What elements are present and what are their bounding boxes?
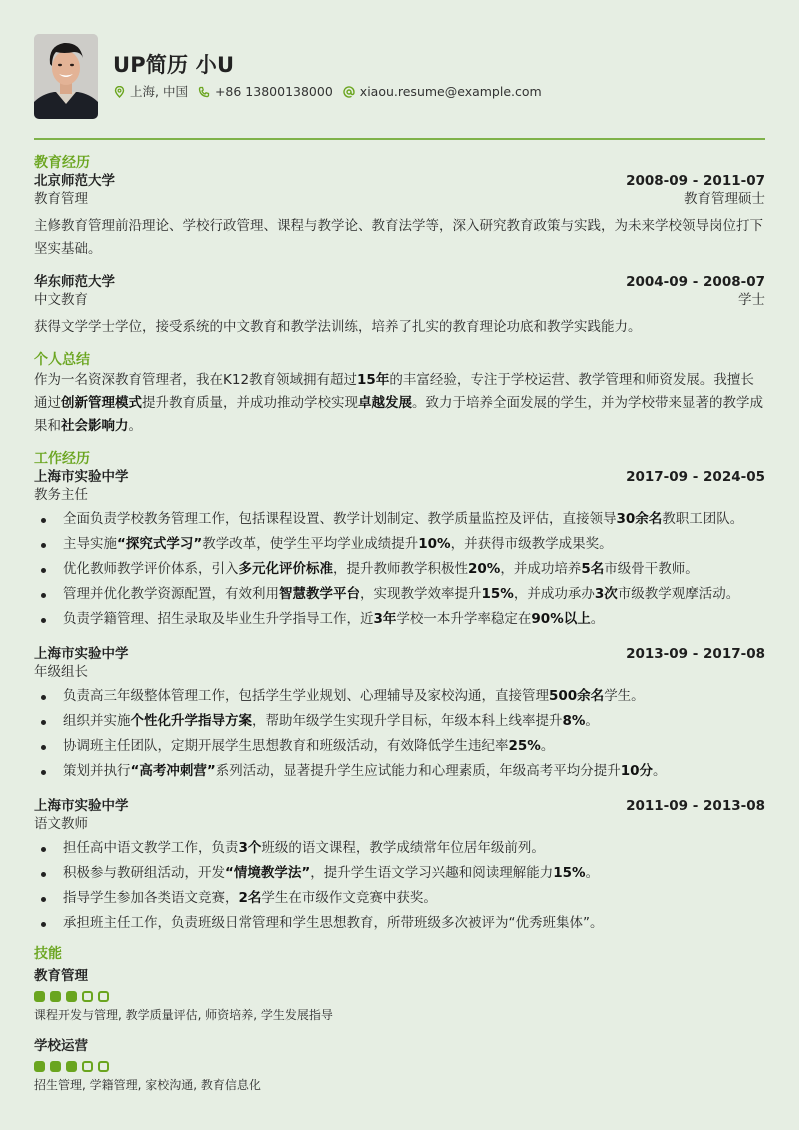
work-entry bbox=[34, 797, 765, 933]
phone-icon bbox=[198, 86, 210, 98]
section-title-skills: 技能 bbox=[34, 946, 62, 962]
achievement-highlight: 2名 bbox=[238, 890, 262, 906]
skill-level-dot bbox=[82, 991, 93, 1002]
work-date: 2011-09 - 2013-08 bbox=[626, 798, 765, 814]
skill-description: 课程开发与管理, 教学质量评估, 师资培养, 学生发展指导 bbox=[34, 1008, 333, 1022]
skill-name: 学校运营 bbox=[34, 1038, 88, 1054]
summary-part: 作为一名资深教育管理者，我在K12教育领域拥有超过 bbox=[34, 372, 358, 388]
achievement-item bbox=[34, 687, 754, 706]
contact-email bbox=[343, 84, 542, 100]
achievement-text: 担任高中语文教学工作，负责 bbox=[63, 840, 239, 856]
skill-level-dot bbox=[66, 991, 77, 1002]
achievement-item bbox=[34, 510, 754, 529]
achievement-text: 学生。 bbox=[604, 688, 645, 704]
skills-section bbox=[34, 945, 765, 1093]
header-divider bbox=[34, 138, 765, 140]
achievement-highlight: 个性化升学指导方案 bbox=[130, 713, 252, 729]
school-name: 华东师范大学 bbox=[34, 274, 115, 290]
achievement-highlight: 智慧教学平台 bbox=[279, 586, 360, 602]
summary-part: 提升教育质量，并成功推动学校实现 bbox=[142, 395, 358, 411]
work-list bbox=[34, 468, 765, 933]
skill-level-dot bbox=[50, 991, 61, 1002]
achievement-item bbox=[34, 864, 754, 883]
contact-location bbox=[113, 84, 188, 100]
achievement-text: 主导实施 bbox=[63, 536, 117, 552]
contact-row bbox=[113, 84, 552, 100]
achievement-highlight: 3个 bbox=[238, 840, 262, 856]
skill-level-dot bbox=[82, 1061, 93, 1072]
achievement-text: 。 bbox=[540, 738, 555, 754]
summary-part: 的丰富经验，专注于学校运营、教学管理和师资发展。我擅长通过 bbox=[34, 372, 754, 411]
at-sign-icon bbox=[343, 86, 355, 98]
achievement-text: 学校一本升学率稳定在 bbox=[396, 611, 532, 627]
achievement-highlight: 90%以上 bbox=[531, 611, 591, 627]
company-name: 上海市实验中学 bbox=[34, 646, 129, 662]
skill-level-dot bbox=[50, 1061, 61, 1072]
achievement-item bbox=[34, 712, 754, 731]
achievement-text: 承担班主任工作，负责班级日常管理和学生思想教育，所带班级多次被评为“优秀班集体”。 bbox=[63, 915, 604, 931]
achievement-highlight: 500余名 bbox=[549, 688, 605, 704]
skill-level-dot bbox=[98, 991, 109, 1002]
achievement-text: ，实现教学效率提升 bbox=[360, 586, 482, 602]
degree: 教育管理硕士 bbox=[684, 191, 765, 207]
work-entry bbox=[34, 468, 765, 629]
achievement-highlight: 3次 bbox=[594, 586, 618, 602]
achievement-text: ，并获得市级教学成果奖。 bbox=[450, 536, 613, 552]
skill-rating bbox=[34, 991, 765, 1002]
summary-highlight: 卓越发展 bbox=[358, 395, 412, 411]
education-entry bbox=[34, 172, 765, 261]
achievement-text: 指导学生参加各类语文竞赛， bbox=[63, 890, 239, 906]
skill-rating bbox=[34, 1061, 765, 1072]
achievement-text: 管理并优化教学资源配置，有效利用 bbox=[63, 586, 279, 602]
achievement-text: 组织并实施 bbox=[63, 713, 131, 729]
resume-header bbox=[34, 34, 765, 120]
achievement-highlight: 25% bbox=[508, 738, 541, 754]
achievement-text: 优化教师教学评价体系，引入 bbox=[63, 561, 239, 577]
achievement-text: 市级骨干教师。 bbox=[604, 561, 699, 577]
achievement-highlight: 20% bbox=[468, 561, 501, 577]
achievement-highlight: 10% bbox=[418, 536, 451, 552]
major: 中文教育 bbox=[34, 292, 88, 308]
achievement-list bbox=[34, 510, 765, 629]
achievement-text: 班级的语文课程，教学成绩常年位居年级前列。 bbox=[261, 840, 545, 856]
education-entry bbox=[34, 273, 765, 339]
education-date: 2008-09 - 2011-07 bbox=[626, 173, 765, 189]
achievement-highlight: 15% bbox=[553, 865, 586, 881]
achievement-item bbox=[34, 535, 754, 554]
achievement-text: 协调班主任团队，定期开展学生思想教育和班级活动，有效降低学生违纪率 bbox=[63, 738, 509, 754]
achievement-text: ，并成功承办 bbox=[513, 586, 595, 602]
skill-level-dot bbox=[98, 1061, 109, 1072]
achievement-highlight: 3年 bbox=[373, 611, 397, 627]
achievement-highlight: “高考冲刺营” bbox=[130, 763, 216, 779]
skill-level-dot bbox=[34, 991, 45, 1002]
job-role: 语文教师 bbox=[34, 816, 88, 832]
company-name: 上海市实验中学 bbox=[34, 798, 129, 814]
achievement-text: 教学改革，使学生平均学业成绩提升 bbox=[202, 536, 419, 552]
summary-highlight: 15年 bbox=[357, 372, 390, 388]
skill-name: 教育管理 bbox=[34, 968, 88, 984]
location-text: 上海, 中国 bbox=[130, 84, 188, 99]
job-role: 教务主任 bbox=[34, 487, 88, 503]
achievement-highlight: 8% bbox=[562, 713, 586, 729]
achievement-text: ，提升学生语文学习兴趣和阅读理解能力 bbox=[310, 865, 554, 881]
work-section bbox=[34, 450, 765, 933]
candidate-name: UP简历 小U bbox=[113, 53, 235, 77]
achievement-highlight: “情境教学法” bbox=[225, 865, 311, 881]
work-entry bbox=[34, 645, 765, 781]
achievement-text: ，并成功培养 bbox=[500, 561, 582, 577]
section-title-education: 教育经历 bbox=[34, 155, 90, 171]
summary-highlight: 社会影响力 bbox=[61, 418, 129, 434]
education-date: 2004-09 - 2008-07 bbox=[626, 274, 765, 290]
achievement-text: 。 bbox=[653, 763, 667, 779]
achievement-item bbox=[34, 762, 754, 781]
company-name: 上海市实验中学 bbox=[34, 469, 129, 485]
achievement-text: 学生在市级作文竞赛中获奖。 bbox=[261, 890, 437, 906]
achievement-highlight: 15% bbox=[481, 586, 514, 602]
achievement-text: 市级教学观摩活动。 bbox=[617, 586, 740, 602]
achievement-text: 全面负责学校教务管理工作，包括课程设置、教学计划制定、教学质量监控及评估，直接领导 bbox=[63, 511, 617, 527]
achievement-text: 积极参与教研组活动，开发 bbox=[63, 865, 225, 881]
summary-part: 。 bbox=[128, 418, 142, 434]
achievement-text: 。 bbox=[585, 865, 600, 881]
skill-level-dot bbox=[66, 1061, 77, 1072]
achievement-text: 系列活动，显著提升学生应试能力和心理素质，年级高考平均分提升 bbox=[215, 763, 621, 779]
major: 教育管理 bbox=[34, 191, 88, 207]
job-role: 年级组长 bbox=[34, 664, 88, 680]
education-section bbox=[34, 154, 765, 339]
header-info bbox=[113, 34, 552, 100]
skills-list bbox=[34, 967, 765, 1093]
degree: 学士 bbox=[738, 292, 765, 308]
achievement-item bbox=[34, 560, 754, 579]
achievement-item bbox=[34, 610, 754, 629]
achievement-item bbox=[34, 737, 754, 756]
skill-description: 招生管理, 学籍管理, 家校沟通, 教育信息化 bbox=[34, 1078, 261, 1092]
achievement-text: ，帮助年级学生实现升学目标，年级本科上线率提升 bbox=[252, 713, 563, 729]
section-title-work: 工作经历 bbox=[34, 451, 90, 467]
achievement-list bbox=[34, 839, 765, 933]
achievement-item bbox=[34, 889, 754, 908]
achievement-text: 。 bbox=[590, 611, 605, 627]
education-description: 主修教育管理前沿理论、学校行政管理、课程与教学论、教育法学等，深入研究教育政策与实践，为未来学校领导岗位打下坚实基础。 bbox=[34, 218, 763, 257]
summary-text bbox=[34, 369, 765, 438]
contact-phone bbox=[198, 84, 333, 100]
achievement-text: ，提升教师教学积极性 bbox=[333, 561, 468, 577]
achievement-highlight: “探究式学习” bbox=[117, 536, 203, 552]
achievement-item bbox=[34, 839, 754, 858]
achievement-text: 负责高三年级整体管理工作，包括学生学业规划、心理辅导及家校沟通，直接管理 bbox=[63, 688, 549, 704]
achievement-text: 。 bbox=[585, 713, 599, 729]
achievement-text: 教职工团队。 bbox=[662, 511, 744, 527]
profile-photo bbox=[34, 34, 98, 119]
education-description: 获得文学学士学位，接受系统的中文教育和教学法训练，培养了扎实的教育理论功底和教学实践能力。 bbox=[34, 319, 642, 335]
summary-highlight: 创新管理模式 bbox=[61, 395, 142, 411]
achievement-text: 负责学籍管理、招生录取及毕业生升学指导工作，近 bbox=[63, 611, 374, 627]
skill-entry bbox=[34, 967, 765, 1023]
summary-part: 。致力于培养全面发展的学生，并为学校带来显著的教学成果和 bbox=[34, 395, 763, 434]
achievement-text: 策划并执行 bbox=[63, 763, 131, 779]
achievement-highlight: 5名 bbox=[581, 561, 605, 577]
achievement-highlight: 多元化评价标准 bbox=[238, 561, 333, 577]
section-title-summary: 个人总结 bbox=[34, 352, 90, 368]
achievement-list bbox=[34, 687, 765, 781]
school-name: 北京师范大学 bbox=[34, 173, 115, 189]
summary-section bbox=[34, 351, 765, 438]
achievement-item bbox=[34, 914, 754, 933]
map-pin-icon bbox=[113, 86, 125, 98]
phone-text[interactable]: +86 13800138000 bbox=[214, 84, 333, 99]
work-date: 2017-09 - 2024-05 bbox=[626, 469, 765, 485]
achievement-highlight: 10分 bbox=[620, 763, 654, 779]
skill-entry bbox=[34, 1037, 765, 1093]
work-date: 2013-09 - 2017-08 bbox=[626, 646, 765, 662]
email-link[interactable]: xiaou.resume@example.com bbox=[359, 84, 542, 99]
achievement-item bbox=[34, 585, 754, 604]
achievement-highlight: 30余名 bbox=[616, 511, 663, 527]
skill-level-dot bbox=[34, 1061, 45, 1072]
